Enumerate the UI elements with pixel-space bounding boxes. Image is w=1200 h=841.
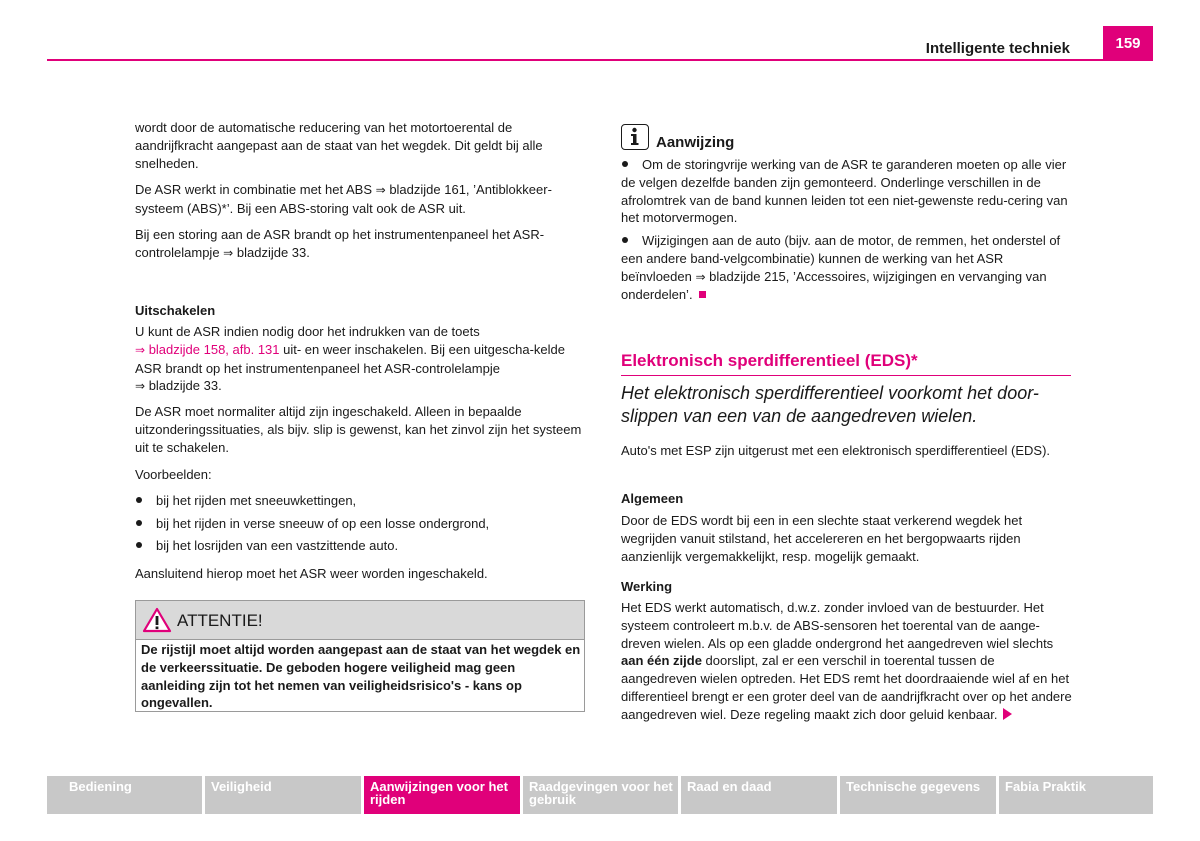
nav-tab-veiligheid[interactable]: Veiligheid [205, 776, 361, 814]
arrow-right-icon: ⇒ [695, 269, 706, 284]
paragraph-werking [621, 599, 1073, 724]
nav-tab-bediening[interactable]: Bediening [47, 776, 202, 814]
subheading-werking: Werking [621, 579, 673, 594]
list-item-text: bij het rijden in verse sneeuw of op een losse ondergrond, [156, 516, 490, 531]
warning-triangle-icon [142, 607, 172, 633]
note-item [621, 156, 1073, 227]
section-heading-uitschakelen: Uitschakelen [135, 303, 216, 318]
list-item [135, 537, 587, 555]
paragraph-algemeen: Door de EDS wordt bij een in een slechte staat verkerend wegdek het wegrijden vanuit stilstand, het accelereren en het bergopwaarts rijden aanzienlijk vergemakkelijkt, resp. mogelijk gemaakt. [621, 513, 1023, 564]
paragraph-esp: Auto's met ESP zijn uitgerust met een elektronisch sperdifferentieel (EDS). [621, 443, 1051, 458]
nav-tab-raadgevingen[interactable]: Raadgevingen voor het gebruik [523, 776, 678, 814]
info-icon [621, 124, 649, 150]
paragraph-text: U kunt de ASR indien nodig door het indrukken van de toets [135, 324, 480, 339]
chapter-navigation [47, 776, 1153, 814]
emphasis-text: aan één zijde [621, 653, 702, 669]
paragraph-uitschakelen [135, 323, 587, 396]
cross-reference[interactable]: bladzijde 33. [236, 244, 310, 260]
paragraph-text: doorslipt, zal er een verschil in toerental tussen de aangedreven wielen optreden. Het EDS remt het doordraaiende wiel af en het differentieel brengt er een groter deel van de aandrijfkracht over op het andere aangedreven wiel. Deze regeling maakt zich door geluid kenbaar. [621, 653, 1072, 722]
nav-tab-raad-en-daad[interactable]: Raad en daad [681, 776, 837, 814]
paragraph-text: Bij een storing aan de ASR brandt op het instrumentenpaneel het ASR-controlelampje [135, 227, 545, 260]
continue-arrow-icon[interactable] [1003, 708, 1012, 720]
arrow-right-icon: ⇒ [135, 379, 146, 394]
warning-header [136, 601, 584, 640]
paragraph-normaliter: De ASR moet normaliter altijd zijn ingeschakeld. Alleen in bepaalde uitzonderingssituaties, als bijv. slip is gewenst, kan het zinvol zijn het systeem uit te schakelen. [135, 404, 582, 455]
header-rule [47, 59, 1153, 61]
note-item-text: Wijzigingen aan de auto (bijv. aan de motor, de remmen, het onderstel of een andere band-velgcombinatie) kunnen de werking van het ASR beïnvloeden [621, 233, 1061, 284]
note-item-text: Om de storingvrije werking van de ASR te garanderen moeten op alle vier de velgen dezelfde banden zijn gemonteerd. Onderlinge verschillen in de afrolomtrek van de band kunnen leiden tot een niet-gewenste redu-cering van het motorvermogen. [621, 157, 1068, 226]
page-number: 159 [1103, 26, 1153, 60]
list-item [135, 492, 587, 510]
list-item [135, 515, 587, 533]
cross-reference[interactable]: bladzijde 33. [148, 378, 222, 394]
list-item-text: bij het losrijden van een vastzittende auto. [156, 538, 399, 553]
bullet-icon [135, 515, 156, 533]
nav-tab-aanwijzingen[interactable]: Aanwijzingen voor het rijden [364, 776, 520, 814]
subheading-algemeen: Algemeen [621, 491, 684, 506]
paragraph-text: De ASR werkt in combinatie met het ABS [135, 182, 372, 197]
arrow-right-icon: ⇒ [223, 245, 234, 260]
bullet-icon [135, 492, 156, 510]
nav-tab-fabia-praktik[interactable]: Fabia Praktik [999, 776, 1153, 814]
nav-tab-technische-gegevens[interactable]: Technische gegevens [840, 776, 996, 814]
section-intro: Het elektronisch sperdifferentieel voorkomt het door-slippen van een van de aangedreven wielen. [621, 383, 1039, 426]
paragraph-text: uit- en weer inschakelen. Bij een uitgescha-kelde ASR brandt op het instrumentenpaneel het ASR-controlelampje [135, 341, 565, 376]
cross-reference[interactable]: bladzijde 215, ’Accessoires, wijzigingen en vervanging van onderdelen’. [621, 268, 1047, 303]
paragraph-asr-storing [135, 226, 587, 263]
warning-title: ATTENTIE! [177, 611, 263, 630]
paragraph-asr-abs [135, 181, 587, 218]
chapter-title: Intelligente techniek [925, 40, 1070, 57]
bullet-icon [135, 537, 156, 555]
bullet-icon [621, 232, 642, 250]
end-marker-icon [699, 291, 706, 298]
arrow-right-icon: ⇒ [135, 342, 146, 357]
arrow-right-icon: ⇒ [375, 183, 386, 197]
paragraph-text: Het EDS werkt automatisch, d.w.z. zonder invloed van de bestuurder. Het systeem controleert m.b.v. de ABS-sensoren het toerental van de aange-dreven wielen. Als op een gladde ondergrond het aangedreven wiel slechts [621, 600, 1054, 651]
paragraph-aansluitend: Aansluitend hierop moet het ASR weer worden ingeschakeld. [135, 566, 488, 581]
note-title: Aanwijzing [656, 134, 735, 151]
warning-box [135, 600, 585, 712]
page-link[interactable]: bladzijde 158, afb. 131 [148, 341, 280, 357]
warning-text: De rijstijl moet altijd worden aangepast aan de staat van het wegdek en de verkeerssituatie. De geboden hogere veiligheid mag geen aanleiding zijn tot het nemen van veiligheidsrisico's - kans op ongevallen. [141, 642, 581, 711]
cross-reference[interactable]: bladzijde 161, ’Antiblokkeer-systeem (ABS)*’. Bij een ABS-storing valt ook de ASR uit. [135, 182, 552, 216]
list-item-text: bij het rijden met sneeuwkettingen, [156, 493, 357, 508]
paragraph-reduction: wordt door de automatische reducering van het motortoerental de aandrijfkracht aangepast aan de staat van het wegdek. Dit geldt bij alle snelheden. [135, 120, 543, 171]
section-heading-eds: Elektronisch sperdifferentieel (EDS)* [621, 351, 1071, 376]
note-item [621, 232, 1073, 304]
paragraph-voorbeelden: Voorbeelden: [135, 467, 212, 482]
